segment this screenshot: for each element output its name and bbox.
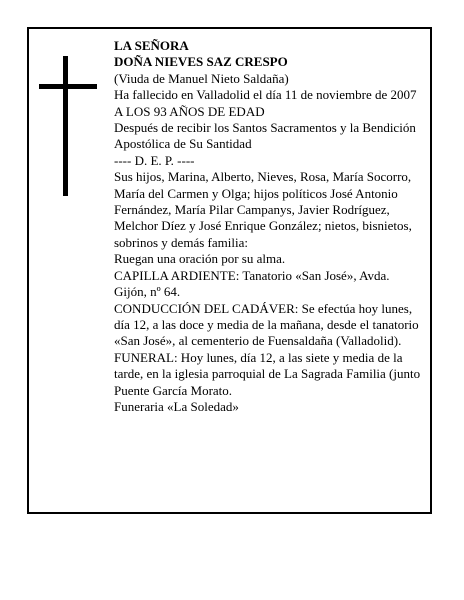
death-info: Ha fallecido en Valladolid el día 11 de noviembre de 2007 xyxy=(114,87,417,103)
cross-icon xyxy=(63,56,68,196)
age: A LOS 93 AÑOS DE EDAD xyxy=(114,103,265,119)
family: Sus hijos, Marina, Alberto, Nieves, Rosa, María Socorro, María del Carmen y Olga; hijos políticos José Antonio Fernández, María Pilar Campanys, Javier Rodríguez, Melchor Díez y José Enrique González; nietos, bisnietos, sobrinos y demás familia: xyxy=(114,169,412,250)
deceased-name: DOÑA NIEVES SAZ CRESPO xyxy=(114,54,288,70)
obituary-text xyxy=(114,38,422,415)
notice-title: LA SEÑORA xyxy=(114,38,189,53)
chapel: CAPILLA ARDIENTE: Tanatorio «San José», Avda. Gijón, nº 64. xyxy=(114,267,390,300)
funeral-home: Funeraria «La Soledad» xyxy=(114,398,239,414)
widow-of: (Viuda de Manuel Nieto Saldaña) xyxy=(114,70,289,86)
cross-icon-bar xyxy=(39,84,97,89)
conduction: CONDUCCIÓN DEL CADÁVER: Se efectúa hoy lunes, día 12, a las doce y media de la mañana, desde el tanatorio «San José», al cementerio de Fuensaldaña (Valladolid). xyxy=(114,300,419,349)
sacraments: Después de recibir los Santos Sacramentos y la Bendición Apostólica de Su Santidad xyxy=(114,120,416,152)
prayer: Ruegan una oración por su alma. xyxy=(114,251,286,267)
funeral: FUNERAL: Hoy lunes, día 12, a las siete y media de la tarde, en la iglesia parroquial de La Sagrada Familia (junto Puente García Morato. xyxy=(114,349,421,398)
rip: ---- D. E. P. ---- xyxy=(114,152,195,168)
